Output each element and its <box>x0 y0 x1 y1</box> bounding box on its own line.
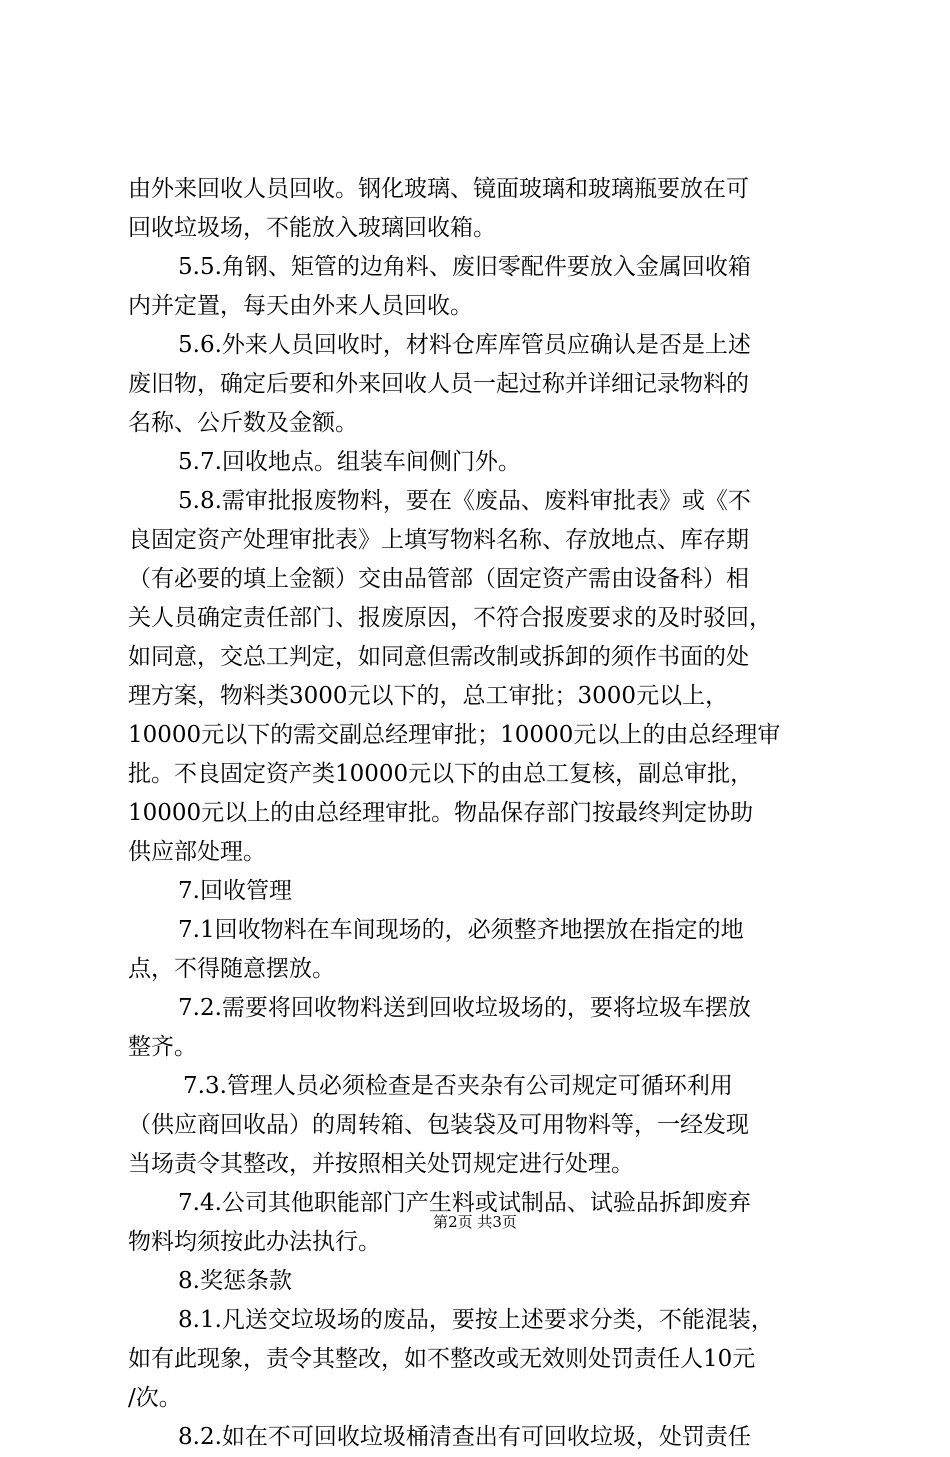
text-line: 良固定资产处理审批表》上填写物料名称、存放地点、库存期 <box>128 527 749 553</box>
text-line: 10000元以下的需交副总经理审批；10000元以上的由总经理审 <box>128 722 781 748</box>
text-line: 7.4.公司其他职能部门产生料或试制品、试验品拆卸废弃 <box>178 1190 751 1216</box>
text-line: 10000元以上的由总经理审批。物品保存部门按最终判定协助 <box>128 800 754 826</box>
text-line: /次。 <box>128 1385 182 1411</box>
text-line: （供应商回收品）的周转箱、包装袋及可用物料等，一经发现 <box>128 1112 749 1138</box>
text-line: 7.1回收物料在车间现场的，必须整齐地摆放在指定的地 <box>178 917 744 943</box>
text-line: 如有此现象，责令其整改，如不整改或无效则处罚责任人10元 <box>128 1346 756 1372</box>
text-line: 理方案，物料类3000元以下的，总工审批；3000元以上， <box>128 683 729 709</box>
text-line: 整齐。 <box>128 1034 197 1060</box>
text-line: 5.5.角钢、矩管的边角料、废旧零配件要放入金属回收箱 <box>178 254 751 280</box>
text-line: 当场责令其整改，并按照相关处罚规定进行处理。 <box>128 1151 634 1177</box>
text-line: 批。不良固定资产类10000元以下的由总工复核，副总审批， <box>128 761 754 787</box>
text-line: 点，不得随意摆放。 <box>128 956 335 982</box>
text-line: 物料均须按此办法执行。 <box>128 1229 381 1255</box>
text-line: 5.6.外来人员回收时，材料仓库库管员应确认是否是上述 <box>178 332 751 358</box>
text-line: 供应部处理。 <box>128 839 266 865</box>
text-line: 8.1.凡送交垃圾场的废品，要按上述要求分类，不能混装， <box>178 1307 774 1333</box>
text-line: 7.3.管理人员必须检查是否夹杂有公司规定可循环利用 <box>183 1073 733 1099</box>
text-line: （有必要的填上金额）交由品管部（固定资产需由设备科）相 <box>128 566 749 592</box>
page-footer: 第2页 共3页 <box>433 1213 517 1231</box>
text-line: 如同意，交总工判定，如同意但需改制或拆卸的须作书面的处 <box>128 644 749 670</box>
text-line: 8.奖惩条款 <box>178 1268 292 1294</box>
text-line: 8.2.如在不可回收垃圾桶清查出有可回收垃圾，处罚责任 <box>178 1424 751 1450</box>
text-line: 名称、公斤数及金额。 <box>128 410 358 436</box>
text-line: 7.回收管理 <box>178 878 292 904</box>
document-body <box>128 170 838 1457</box>
text-line: 内并定置，每天由外来人员回收。 <box>128 293 473 319</box>
text-line: 7.2.需要将回收物料送到回收垃圾场的，要将垃圾车摆放 <box>178 995 751 1021</box>
text-line: 关人员确定责任部门、报废原因，不符合报废要求的及时驳回， <box>128 605 772 631</box>
text-line: 回收垃圾场，不能放入玻璃回收箱。 <box>128 215 496 241</box>
text-line: 由外来回收人员回收。钢化玻璃、镜面玻璃和玻璃瓶要放在可 <box>128 176 749 202</box>
text-line: 废旧物，确定后要和外来回收人员一起过称并详细记录物料的 <box>128 371 749 397</box>
text-line: 5.7.回收地点。组装车间侧门外。 <box>178 449 521 475</box>
text-line: 5.8.需审批报废物料，要在《废品、废料审批表》或《不 <box>178 488 751 514</box>
